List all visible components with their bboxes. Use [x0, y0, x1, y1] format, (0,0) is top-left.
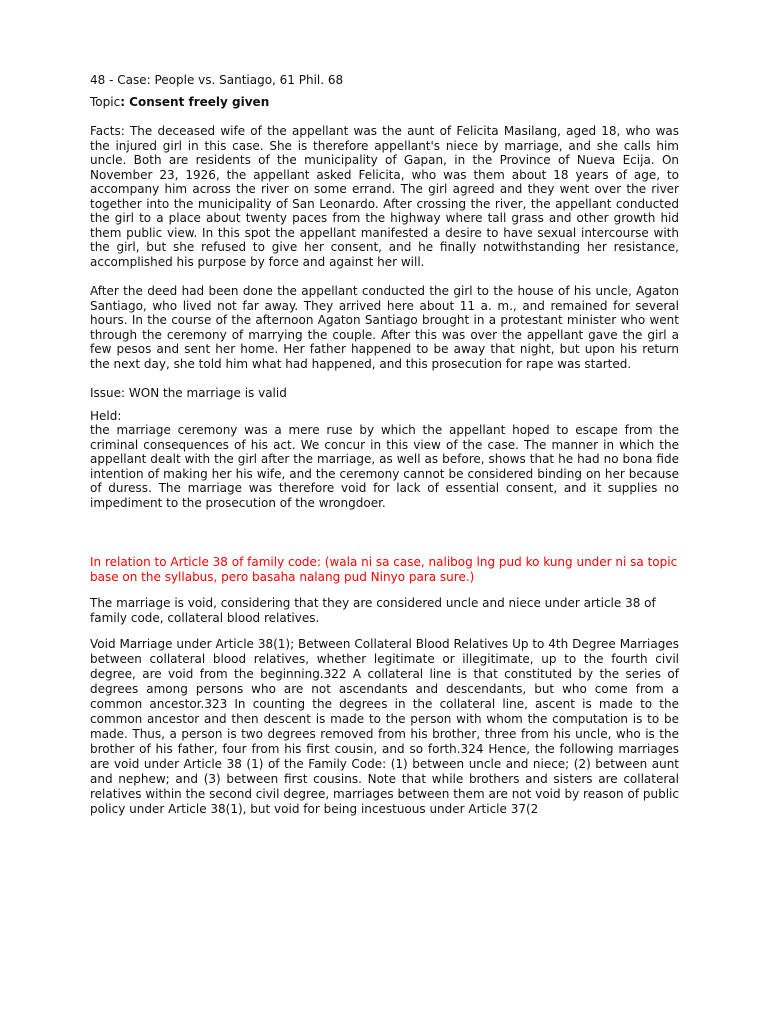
topic-title: : Consent freely given [120, 95, 270, 109]
relation-note: In relation to Article 38 of family code: (wala ni sa case, nalibog lng pud ko kung under ni sa topic base on the syllabus, pero basaha nalang pud Ninyo para sure.) [90, 555, 678, 584]
topic-prefix: Topic [90, 95, 121, 109]
after-deed-paragraph: After the deed had been done the appellant conducted the girl to the house of his uncle, Agaton Santiago, who lived not far away. They arrived here about 11 a. m., and remained for several hours. In the course of the afternoon Agaton Santiago brought in a protestant minister who went through the ceremony of marrying the couple. After this was over the appellant gave the girl a few pesos and sent her home. Her father happened to be away that night, but upon his return the next day, she told him what had happened, and this prosecution for rape was started. [90, 284, 679, 371]
void-statement: The marriage is void, considering that they are considered uncle and niece under article 38 of family code, collateral blood relatives. [90, 596, 656, 625]
held-paragraph: the marriage ceremony was a mere ruse by which the appellant hoped to escape from the criminal consequences of his act. We concur in this view of the case. The manner in which the appellant dealt with the girl after the marriage, as well as before, shows that he had no bona fide intention of making her his wife, and the ceremony cannot be considered binding on her because of duress. The marriage was therefore void for lack of essential consent, and it supplies no impediment to the prosecution of the wrongdoer. [90, 423, 679, 510]
article-paragraph: Void Marriage under Article 38(1); Between Collateral Blood Relatives Up to 4th Degree Marriages between collateral blood relatives, whether legitimate or illegitimate, up to the fourth civil degree, are void from the beginning.322 A collateral line is that constituted by the series of degrees among persons who are not ascendants and descendants, but who come from a common ancestor.323 In counting the degrees in the collateral line, ascent is made to the common ancestor and then descent is made to the person with whom the computation is to be made. Thus, a person is two degrees removed from his brother, three from his uncle, who is the brother of his father, four from his first cousin, and so forth.324 Hence, the following marriages are void under Article 38 (1) of the Family Code: (1) between uncle and niece; (2) between aunt and nephew; and (3) between first cousins. Note that while brothers and sisters are collateral relatives within the second civil degree, marriages between them are not void by reason of public policy under Article 38(1), but void for being incestuous under Article 37(2 [90, 637, 679, 816]
issue-line: Issue: WON the marriage is valid [90, 386, 287, 400]
held-label: Held: [90, 408, 122, 423]
facts-paragraph: Facts: The deceased wife of the appellant was the aunt of Felicita Masilang, aged 18, who was the injured girl in this case. She is therefore appellant's niece by marriage, and she calls him uncle. Both are residents of the municipality of Gapan, in the Province of Nueva Ecija. On November 23, 1926, the appellant asked Felicita, who was them about 18 years of age, to accompany him across the river on some errand. The girl agreed and they went over the river together into the municipality of San Leonardo. After crossing the river, the appellant conducted the girl to a place about twenty paces from the highway where tall grass and other growth hid them public view. In this spot the appellant manifested a desire to have sexual intercourse with the girl, but she refused to give her consent, and he finally notwithstanding her resistance, accomplished his purpose by force and against her will. [90, 124, 679, 269]
case-title: 48 - Case: People vs. Santiago, 61 Phil. 68 [90, 73, 344, 87]
topic-line [90, 94, 679, 110]
